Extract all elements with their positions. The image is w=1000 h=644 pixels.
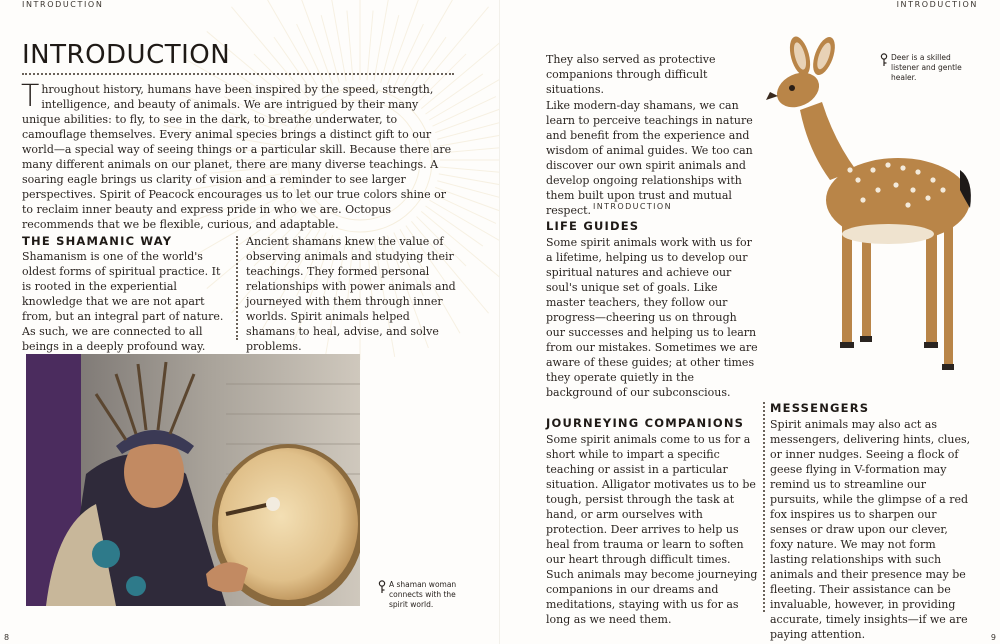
deer-spot bbox=[905, 202, 910, 207]
deer-spot bbox=[875, 187, 880, 192]
deer-illustration bbox=[738, 30, 988, 390]
key-icon bbox=[880, 53, 888, 67]
deer-spot bbox=[847, 167, 852, 172]
running-head-right: INTRODUCTION bbox=[896, 0, 978, 9]
page-title: INTRODUCTION bbox=[22, 40, 231, 70]
messengers-heading: MESSENGERS bbox=[770, 401, 870, 415]
running-head-left: INTRODUCTION bbox=[22, 0, 104, 9]
title-rule bbox=[22, 73, 454, 75]
intro-paragraph bbox=[21, 79, 454, 232]
sunburst-ray bbox=[347, 11, 353, 81]
messengers-text: Spirit animals may also act as messengers, delivering hints, clues, or inner nudges. Seeing a flock of geese flying in V-formation may remind us to streamline our pursuits, while the glimpse of a red fox inspires us to sharpen our senses or draw upon our clever, foxy nature. We may not form lasting relationships with such animals and their presence may be fleeting. Their assistance can be invaluable, however, in providing accurate, timely insights—if we are paying attention. bbox=[770, 418, 971, 641]
modern-shamans-text: Like modern-day shamans, we can learn to perceive teachings in nature and benefit from the experience and wisdom of animal guides. We too can discover our own spirit animals and develop ongoing relationships with them built upon trust and mutual respect. bbox=[546, 99, 753, 217]
key-icon bbox=[378, 580, 386, 594]
deer-spot bbox=[870, 167, 875, 172]
shaman-photo bbox=[26, 354, 360, 606]
shamanic-way-heading: THE SHAMANIC WAY bbox=[22, 234, 173, 248]
deer-spot bbox=[885, 162, 890, 167]
deer-spot bbox=[940, 187, 945, 192]
page-number-left: 8 bbox=[4, 633, 10, 642]
deer-spot bbox=[930, 177, 935, 182]
shaman-illustration bbox=[26, 354, 360, 606]
column-divider-right bbox=[763, 402, 765, 612]
column-divider bbox=[236, 236, 238, 340]
shamanic-way-col1: Shamanism is one of the world's oldest forms of spiritual practice. It is rooted in the experiential knowledge that we are not apart from, but an integral part of nature. As such, we are connected to all beings in a deeply profound way. bbox=[22, 250, 224, 353]
deer-spot bbox=[910, 187, 915, 192]
page-number-right: 9 bbox=[990, 633, 996, 642]
deer-spot bbox=[855, 177, 860, 182]
life-guides-heading: LIFE GUIDES bbox=[546, 219, 640, 233]
journeying-companions-heading: JOURNEYING COMPANIONS bbox=[546, 416, 745, 430]
journeying-companions-text: Some spirit animals come to us for a short while to impart a specific teaching or assist in a particular situation. Alligator motivates us to be tough, persist through the task at hand, or arm ourselves with protection. Deer arrives to help us heal from trauma or learn to soften our heart through difficult times. Such animals may become journeying companions in our dreams and meditations, staying with us for as long as we need them. bbox=[546, 433, 758, 626]
shamanic-way-col2: Ancient shamans knew the value of observing animals and studying their teachings. They formed personal relationships with power animals and journeyed with them through inner worlds. Spirit animals helped shamans to heal, advise, and solve problems. bbox=[246, 235, 456, 353]
shaman-caption: A shaman woman connects with the spirit world. bbox=[389, 580, 457, 609]
drop-cap: T bbox=[21, 79, 40, 114]
deer-spot bbox=[900, 165, 905, 170]
sunburst-ray bbox=[367, 11, 373, 81]
intro-text: hroughout history, humans have been inspired by the speed, strength, intelligence, and beauty of animals. We are intrigued by their many unique abilities: to fly, to see in the dark, to breathe underwater, to camouflage themselves. Every animal species brings a distinct gift to our world—a special way of seeing things or a particular skill. Because there are many different animals on our planet, there are many diverse teachings. A soaring eagle brings us clarity of vision and a reminder to see larger perspectives. Spirit of Peacock encourages us to let our true colors shine or to reclaim inner beauty and express pride in who we are. Octopus recommends that we be flexible, curious, and adaptable. bbox=[22, 83, 452, 231]
life-guides-text: Some spirit animals work with us for a lifetime, helping us to develop our spiritual natures and achieve our soul's unique set of goals. Like master teachers, they follow our progress—cheering us on through our successes and helping us to learn from our mistakes. Sometimes we are aware of these guides; at other times they operate quietly in the background of our subconscious. bbox=[546, 236, 758, 399]
deer-spot bbox=[893, 182, 898, 187]
deer-caption: Deer is a skilled listener and gentle healer. bbox=[891, 53, 962, 82]
deer-spot bbox=[915, 169, 920, 174]
deer-spot bbox=[860, 197, 865, 202]
inline-running-head: INTRODUCTION bbox=[593, 202, 673, 211]
protective-companions-text: They also served as protective companions through difficult situations. bbox=[546, 53, 716, 96]
deer-spot bbox=[925, 195, 930, 200]
right-page bbox=[500, 0, 1000, 644]
